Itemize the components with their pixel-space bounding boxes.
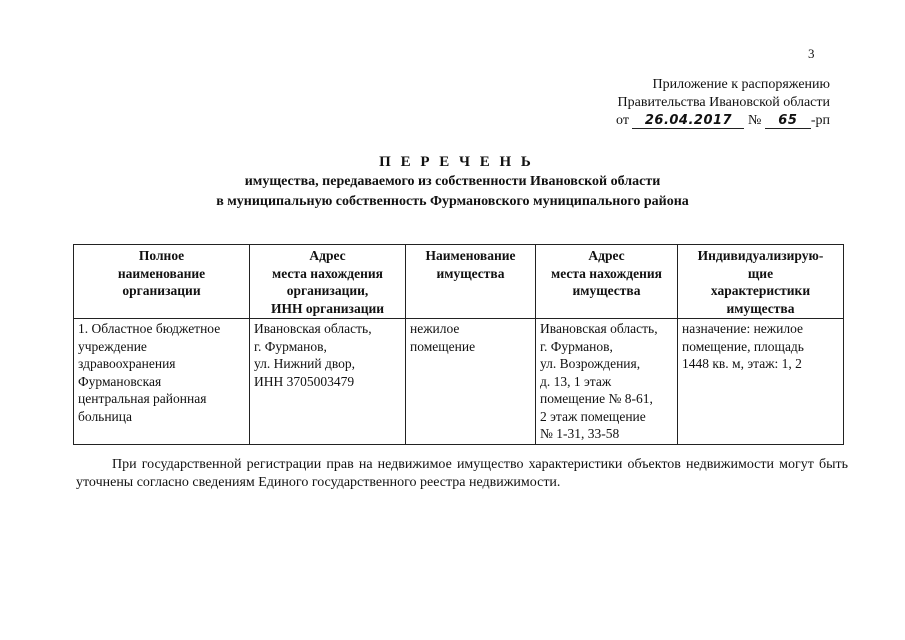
- cell-line: г. Фурманов,: [540, 338, 613, 354]
- header-line: организации,: [286, 283, 369, 298]
- property-table: [73, 244, 844, 445]
- cell-line: центральная районная: [78, 391, 207, 406]
- header-line: организации: [122, 283, 201, 298]
- cell-line: 2 этаж помещение: [540, 408, 646, 424]
- cell-line: ул. Возрождения,: [540, 356, 641, 371]
- cell-line: ИНН 3705003479: [254, 373, 355, 389]
- title-block: [0, 154, 905, 211]
- cell-line: здравоохранения: [78, 356, 176, 371]
- header-line: ИНН организации: [270, 300, 385, 316]
- header-line: места нахождения: [272, 265, 383, 281]
- cell-line: помещение: [410, 338, 476, 354]
- header-line: Полное: [138, 248, 185, 263]
- header-line: Индивидуализирую-: [697, 248, 824, 263]
- cell-line: ул. Нижний двор,: [254, 356, 356, 371]
- header-line: Адрес: [588, 248, 625, 263]
- cell-line: г. Фурманов,: [254, 338, 327, 354]
- cell-line: помещение, площадь: [682, 338, 804, 354]
- table-cell-property-name: [406, 319, 536, 445]
- cell-line: д. 13, 1 этаж: [540, 373, 612, 389]
- table-row: [74, 319, 844, 445]
- table-cell-org-name: [74, 319, 250, 445]
- handwritten-number: 65: [765, 114, 811, 129]
- document-subtitle-2: в муниципальную собственность Фурмановского муниципального района: [216, 194, 689, 209]
- cell-line: 1448 кв. м, этаж: 1, 2: [682, 356, 802, 371]
- table-cell-property-characteristics: [678, 319, 844, 445]
- cell-line: помещение № 8-61,: [540, 391, 653, 406]
- column-header-property-address: [536, 245, 678, 319]
- document-title: П Е Р Е Ч Е Н Ь: [379, 154, 534, 170]
- header-line: Адрес: [309, 248, 346, 263]
- handwritten-date: 26.04.2017: [632, 114, 744, 129]
- number-suffix: -рп: [810, 113, 830, 128]
- cell-line: Фурмановская: [78, 373, 162, 389]
- annex-block: [590, 76, 830, 130]
- annex-date-number-line: [590, 112, 830, 130]
- header-line: Наименование: [425, 248, 516, 263]
- cell-line: № 1-31, 33-58: [540, 426, 620, 441]
- page-number: 3: [808, 46, 815, 61]
- table-cell-property-address: [536, 319, 678, 445]
- cell-line: назначение: нежилое: [682, 321, 803, 336]
- table-cell-org-address: [250, 319, 406, 445]
- cell-line: больница: [78, 408, 132, 424]
- table-body: [74, 319, 844, 445]
- header-line: характеристики: [710, 283, 811, 298]
- header-line: имущества: [726, 300, 795, 316]
- cell-line: Ивановская область,: [254, 321, 372, 336]
- header-line: места нахождения: [551, 265, 662, 281]
- cell-line: нежилое: [410, 321, 460, 336]
- column-header-org-address: [250, 245, 406, 319]
- cell-line: учреждение: [78, 338, 147, 354]
- header-line: имущества: [436, 265, 505, 281]
- table-header-row: [74, 245, 844, 319]
- column-header-property-characteristics: [678, 245, 844, 319]
- header-line: щие: [747, 265, 774, 281]
- cell-line: Ивановская область,: [540, 321, 658, 336]
- annex-line-2: Правительства Ивановской области: [617, 95, 830, 110]
- column-header-org-name: [74, 245, 250, 319]
- cell-line: 1. Областное бюджетное: [78, 321, 221, 336]
- from-label: от: [616, 113, 629, 128]
- annex-line-1: Приложение к распоряжению: [652, 77, 830, 92]
- number-label: №: [747, 113, 762, 128]
- column-header-property-name: [406, 245, 536, 319]
- document-subtitle-1: имущества, передаваемого из собственности Ивановской области: [244, 174, 661, 189]
- header-line: имущества: [572, 283, 641, 298]
- footer-note: При государственной регистрации прав на недвижимое имущество характеристики объектов недвижимости могут быть уточнены согласно сведениям Единого государственного реестра недвижимости.: [76, 457, 848, 490]
- header-line: наименование: [117, 265, 206, 281]
